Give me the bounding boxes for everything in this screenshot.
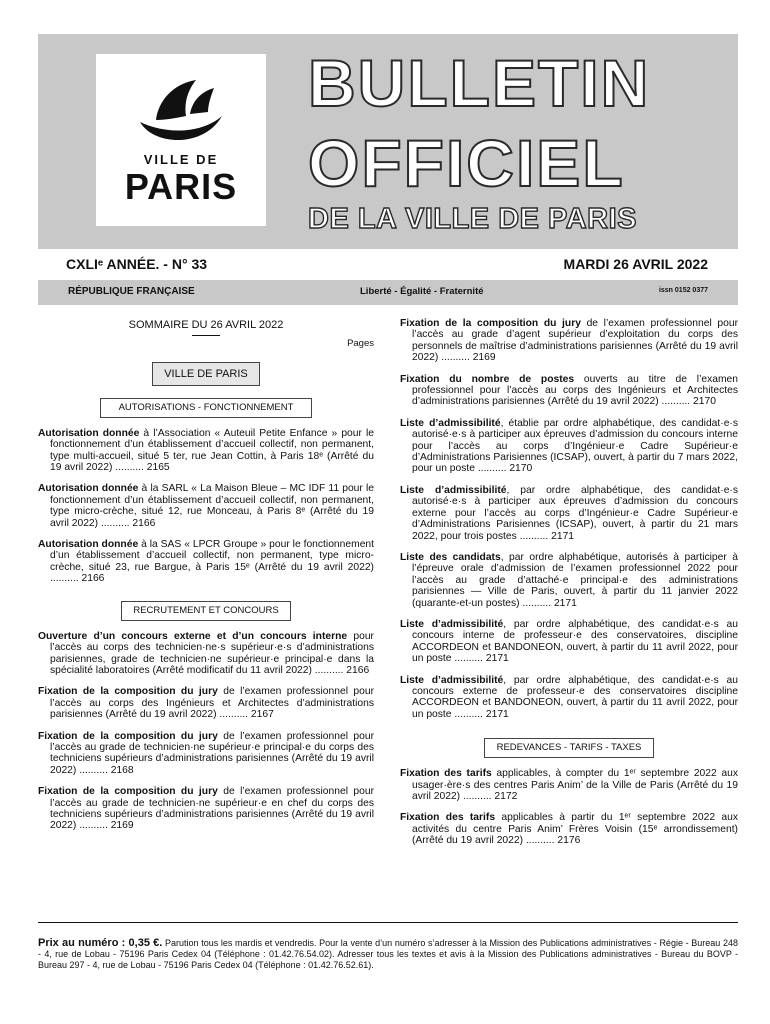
summary-entry[interactable] xyxy=(400,619,738,665)
entry-heading: Fixation de la composition du jury xyxy=(38,786,218,798)
footer-info xyxy=(38,938,738,971)
section-ville-de-paris: VILLE DE PARIS xyxy=(152,362,260,386)
category-recrutement: RECRUTEMENT ET CONCOURS xyxy=(121,601,291,621)
republic-row xyxy=(38,280,738,305)
leader-dots: .......... xyxy=(454,653,486,665)
entry-text: pour l’accès au corps des technicien·ne·s supérieur·e·s d’administrations parisiennes, grade de technicien·ne supérieur·e principal·e dans la spécialité laboratoires (Arrêté modificatif du 11 avril 2022) xyxy=(50,630,374,676)
entry-page-number: 2171 xyxy=(485,653,509,665)
entry-page-number: 2168 xyxy=(110,764,134,776)
summary-entry[interactable] xyxy=(400,374,738,408)
summary-entry[interactable] xyxy=(38,786,374,832)
title-ville-de-paris: DE LA VILLE DE PARIS xyxy=(308,203,638,235)
title-bulletin: BULLETIN xyxy=(308,46,651,120)
entry-page-number: 2165 xyxy=(146,462,170,474)
entry-heading: Liste d’admissibilité xyxy=(400,417,501,429)
entry-text: à la SARL « La Maison Bleue – MC IDF 11 pour le fonctionnement d’un établissement d’accueil collectif, non permanent, type micro-crèche, situé 12, rue Monceau, à Paris 8ᵉ (Arrêté du 19 avril 2022) xyxy=(50,483,375,529)
entry-heading: Autorisation donnée xyxy=(38,539,139,551)
entry-heading: Fixation des tarifs xyxy=(400,768,492,780)
footer-divider xyxy=(38,922,738,923)
masthead xyxy=(38,34,738,249)
leader-dots: .......... xyxy=(519,530,552,542)
entry-heading: Liste d’admissibilité xyxy=(400,618,504,630)
pages-label: Pages xyxy=(347,338,374,350)
price-label: Prix au numéro : 0,35 €. xyxy=(38,937,163,949)
summary-left-column xyxy=(38,318,374,832)
summary-entry[interactable] xyxy=(400,675,738,721)
entry-heading: Autorisation donnée xyxy=(38,483,139,495)
category-redevances: REDEVANCES - TARIFS - TAXES xyxy=(484,738,654,758)
category-autorisations: AUTORISATIONS - FONCTIONNEMENT xyxy=(100,398,312,418)
summary-entry[interactable] xyxy=(400,318,738,364)
ship-icon xyxy=(134,76,228,148)
leader-dots: .......... xyxy=(522,597,554,609)
leader-dots: .......... xyxy=(454,708,486,720)
leader-dots: .......... xyxy=(441,352,473,364)
issue-date: MARDI 26 AVRIL 2022 xyxy=(563,256,708,272)
summary-entry[interactable] xyxy=(400,768,738,802)
motto: Liberté - Égalité - Fraternité xyxy=(360,286,484,297)
summary-entry[interactable] xyxy=(38,483,374,529)
leader-dots: .......... xyxy=(477,463,510,475)
entry-heading: Fixation de la composition du jury xyxy=(38,686,218,698)
entry-page-number: 2169 xyxy=(472,352,496,364)
leader-dots: .......... xyxy=(50,573,82,585)
entry-heading: Fixation des tarifs xyxy=(400,812,496,824)
entry-heading: Liste d’admissibilité xyxy=(400,674,504,686)
summary-entry[interactable] xyxy=(400,552,738,609)
entry-page-number: 2167 xyxy=(250,709,274,721)
entry-text: , par ordre alphabétique, autorisés à participer à l’épreuve orale d’admission de l’examen professionnel 2022 pour l’accès au grade d’attaché·e principal·e des administrations parisiennes — Ville de Paris, ouvert, à partir du 11 janvier 2022 (quarante-et-un postes) xyxy=(412,551,738,609)
footer-text: Parution tous les mardis et vendredis. Pour la vente d’un numéro s’adresser à la Mission des Publications administratives - Régie - Bureau 248 - 4, rue de Lobau - 75196 Paris Cedex 04 (Téléphone : 01.42.76.54.02). Adresser tous les textes et avis à la Mission des Publications administratives - Bureau du BOVP - Bureau 297 - 4, rue de Lobau - 75196 Paris Cedex 04 (Téléphone : 01.42.76.52.61). xyxy=(38,938,738,970)
issue-row xyxy=(38,250,738,280)
leader-dots: .......... xyxy=(100,517,133,529)
leader-dots: .......... xyxy=(525,835,558,847)
entry-page-number: 2171 xyxy=(551,530,575,542)
entry-text: , par ordre alphabétique, des candidat·e·s au concours interne de professeur·e des conservatoires, discipline ACCORDEON et BANDONEON, ouvert, à partir du 11 avril 2022, pour un poste xyxy=(412,618,738,665)
divider xyxy=(192,335,220,336)
entry-text: , établie par ordre alphabétique, des candidat·e·s autorisé·e·s à participer aux épreuves d’admission du concours interne pour l’accès au corps d’Ingénieur·e Cadre Supérieur·e d’Administrations Parisiennes (ICSAP), ouvert, à partir du 7 mars 2022, pour un poste xyxy=(412,417,739,475)
entry-text: , par ordre alphabétique, des candidat·e·s autorisé·e·s à participer aux épreuves d’admission du concours externe pour l’accès au corps d’Ingénieur·e Cadre Supérieur·e d’Administrations Parisiennes (ICSAP), ouvert, à partir du 21 mars 2022, pour trois postes xyxy=(412,484,738,542)
summary-title: SOMMAIRE DU 26 AVRIL 2022 xyxy=(128,319,284,331)
leader-dots: .......... xyxy=(79,764,111,776)
issn: issn 0152 0377 xyxy=(658,287,708,294)
entry-text: de l’examen professionnel pour l’accès au grade de technicien·ne supérieur·e principal·e du corps des techniciens supérieurs d’administrations parisiennes (Arrêté du 19 avril 2022) xyxy=(50,730,374,776)
summary-right-column xyxy=(400,318,738,847)
entry-heading: Liste d’admissibilité xyxy=(400,484,507,496)
summary-entry[interactable] xyxy=(38,428,374,474)
entry-text: de l’examen professionnel pour l’accès au grade de technicien·ne supérieur·e en chef du corps des techniciens supérieurs d’administrations parisiennes (Arrêté du 19 avril 2022) xyxy=(50,786,374,832)
entry-text: ouverts au titre de l’examen professionnel pour l’accès au corps des Ingénieurs et Architectes d’administrations parisiennes (Arrêté du 19 avril 2022) xyxy=(412,373,738,408)
issue-year: CXLIᵉ ANNÉE. - N° 33 xyxy=(66,256,208,272)
leader-dots: .......... xyxy=(314,664,347,676)
entry-text: applicables à partir du 1ᵉʳ septembre 2022 aux activités du centre Paris Anim’ Frères Voisin (15ᵉ arrondissement) (Arrêté du 19 avril 2022) xyxy=(412,812,738,847)
entry-text: , par ordre alphabétique, des candidat·e·s au concours externe de professeur·e des conservatoires discipline ACCORDEON et BANDONEON, ouvert, à partir du 11 avril 2022, pour un poste xyxy=(412,674,738,720)
entry-text: de l’examen professionnel pour l’accès au grade d’agent supérieur d’exploitation du corps des personnels de maîtrise d’administrations parisiennes (Arrêté du 19 avril 2022) xyxy=(412,318,738,364)
entry-page-number: 2172 xyxy=(494,791,518,802)
ville-de-paris-logo xyxy=(96,54,266,226)
entry-page-number: 2166 xyxy=(81,573,105,585)
entry-page-number: 2169 xyxy=(110,820,134,832)
entry-heading: Fixation du nombre de postes xyxy=(400,373,575,385)
leader-dots: .......... xyxy=(462,791,495,802)
entry-heading: Liste des candidats xyxy=(400,551,501,563)
leader-dots: .......... xyxy=(661,396,694,408)
entry-heading: Autorisation donnée xyxy=(38,427,140,439)
summary-entry[interactable] xyxy=(400,485,738,542)
entry-text: applicables, à compter du 1ᵉʳ septembre 2022 aux usager·ère·s des centres Paris Anim’ de la Ville de Paris (Arrêté du 19 avril 2022) xyxy=(412,768,738,802)
summary-entry[interactable] xyxy=(400,418,738,475)
summary-entry[interactable] xyxy=(38,539,374,585)
entry-page-number: 2171 xyxy=(553,597,577,609)
leader-dots: .......... xyxy=(79,820,111,832)
logo-ville-de: VILLE DE xyxy=(143,152,219,167)
leader-dots: .......... xyxy=(115,462,147,474)
entry-heading: Ouverture d’un concours externe et d’un concours interne xyxy=(38,630,348,642)
entry-text: de l’examen professionnel pour l’accès au corps des Ingénieurs et Architectes d’administrations parisiennes (Arrêté du 19 avril 2022) xyxy=(50,686,374,721)
summary-entry[interactable] xyxy=(38,731,374,777)
entry-page-number: 2171 xyxy=(485,708,509,720)
entry-page-number: 2176 xyxy=(557,835,581,847)
logo-paris: PARIS xyxy=(124,166,238,207)
entry-text: à la SAS « LPCR Groupe » pour le fonctionnement d’un établissement d’accueil collectif, non permanent, type micro-crèche, situé 23, rue Bargue, à Paris 15ᵉ (Arrêté du 19 avril 2022) xyxy=(50,539,375,573)
entry-page-number: 2170 xyxy=(693,396,716,408)
title-officiel: OFFICIEL xyxy=(308,126,625,200)
summary-entry[interactable] xyxy=(400,812,738,846)
entry-page-number: 2170 xyxy=(509,463,533,475)
entry-page-number: 2166 xyxy=(132,517,156,529)
entry-page-number: 2166 xyxy=(346,664,370,676)
entry-text: à l’Association « Auteuil Petite Enfance » pour le fonctionnement d’un établissement d’accueil collectif, non permanent, type multi-accueil, situé 5 ter, rue Jean Cottin, à Paris 18ᵉ (Arrêté du 19 avril 2022) xyxy=(50,427,375,474)
republic-label: RÉPUBLIQUE FRANÇAISE xyxy=(68,286,195,297)
summary-entry[interactable] xyxy=(38,686,374,720)
entry-heading: Fixation de la composition du jury xyxy=(400,318,581,329)
leader-dots: .......... xyxy=(219,709,251,721)
summary-entry[interactable] xyxy=(38,631,374,677)
entry-heading: Fixation de la composition du jury xyxy=(38,730,218,742)
